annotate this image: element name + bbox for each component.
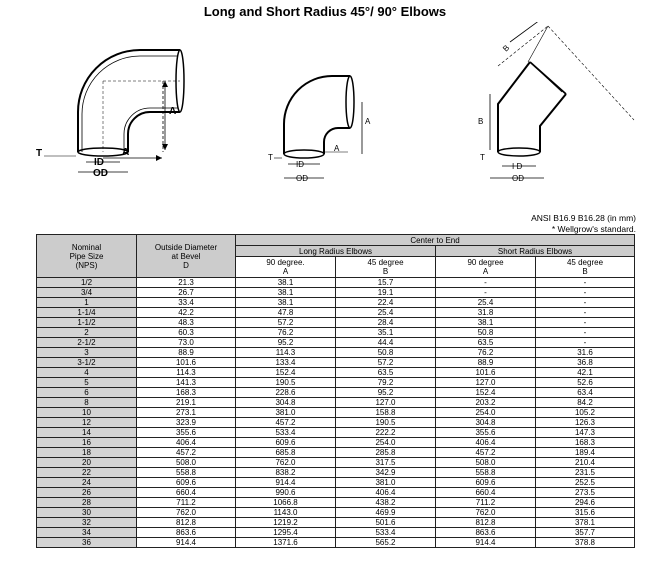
table-row	[37, 418, 635, 428]
table-cell: 1-1/2	[37, 318, 137, 328]
table-cell: 30	[37, 508, 137, 518]
table-row	[37, 348, 635, 358]
table-cell: 558.8	[436, 468, 536, 478]
table-cell: 711.2	[436, 498, 536, 508]
table-cell: 190.5	[336, 418, 436, 428]
dimension-b-angled-label: B	[501, 43, 512, 54]
table-cell: 33.4	[137, 298, 236, 308]
table-row	[37, 428, 635, 438]
table-row	[37, 358, 635, 368]
table-cell: 863.6	[137, 528, 236, 538]
table-row	[37, 318, 635, 328]
table-row	[37, 338, 635, 348]
table-cell: 101.6	[436, 368, 536, 378]
dimension-t-label: T	[36, 148, 43, 159]
table-cell: 565.2	[336, 538, 436, 548]
table-cell: 50.8	[436, 328, 536, 338]
table-row	[37, 278, 635, 288]
table-cell: 114.3	[137, 368, 236, 378]
table-cell: 21.3	[137, 278, 236, 288]
table-row	[37, 288, 635, 298]
table-cell: 457.2	[236, 418, 336, 428]
table-row	[37, 498, 635, 508]
table-cell: 355.6	[436, 428, 536, 438]
table-cell: 914.4	[137, 538, 236, 548]
table-row	[37, 488, 635, 498]
table-cell: -	[536, 318, 635, 328]
table-cell: 914.4	[436, 538, 536, 548]
table-cell: 231.5	[536, 468, 635, 478]
table-cell: 42.2	[137, 308, 236, 318]
table-cell: 406.4	[336, 488, 436, 498]
table-cell: 273.1	[137, 408, 236, 418]
table-cell: 26	[37, 488, 137, 498]
table-cell: 190.5	[236, 378, 336, 388]
table-cell: 141.3	[137, 378, 236, 388]
table-cell: 762.0	[236, 458, 336, 468]
table-cell: 84.2	[536, 398, 635, 408]
table-cell: 323.9	[137, 418, 236, 428]
table-cell: 228.6	[236, 388, 336, 398]
dimension-od-label: OD	[93, 168, 108, 179]
table-cell: 63.5	[436, 338, 536, 348]
table-cell: 1	[37, 298, 137, 308]
table-cell: 219.1	[137, 398, 236, 408]
table-row	[37, 308, 635, 318]
table-cell: 378.8	[536, 538, 635, 548]
table-cell: 304.8	[236, 398, 336, 408]
table-cell: 315.6	[536, 508, 635, 518]
table-cell: 1-1/4	[37, 308, 137, 318]
table-cell: 114.3	[236, 348, 336, 358]
nominal-size-header: Nominal Pipe Size (NPS)	[37, 235, 137, 278]
table-cell: 35.1	[336, 328, 436, 338]
table-row	[37, 448, 635, 458]
table-cell: 63.5	[336, 368, 436, 378]
table-cell: 685.8	[236, 448, 336, 458]
table-row	[37, 508, 635, 518]
table-cell: 28.4	[336, 318, 436, 328]
table-cell: 203.2	[436, 398, 536, 408]
table-cell: 914.4	[236, 478, 336, 488]
table-cell: 711.2	[137, 498, 236, 508]
table-cell: 158.8	[336, 408, 436, 418]
table-cell: -	[436, 288, 536, 298]
table-cell: 127.0	[436, 378, 536, 388]
table-cell: 63.4	[536, 388, 635, 398]
table-cell: 127.0	[336, 398, 436, 408]
table-cell: 31.8	[436, 308, 536, 318]
table-cell: 457.2	[137, 448, 236, 458]
dimension-id-label: ID	[94, 157, 104, 168]
dimension-od-label: OD	[512, 174, 524, 183]
table-cell: 533.4	[236, 428, 336, 438]
table-cell: 609.6	[236, 438, 336, 448]
table-cell: 2-1/2	[37, 338, 137, 348]
table-cell: 50.8	[336, 348, 436, 358]
table-cell: 357.7	[536, 528, 635, 538]
lr-45-header: 45 degree B	[336, 257, 436, 278]
table-cell: 4	[37, 368, 137, 378]
sr-45-header: 45 degree B	[536, 257, 635, 278]
table-cell: -	[536, 338, 635, 348]
table-cell: 2	[37, 328, 137, 338]
table-cell: 24	[37, 478, 137, 488]
table-cell: 812.8	[436, 518, 536, 528]
table-cell: 254.0	[436, 408, 536, 418]
table-cell: 381.0	[336, 478, 436, 488]
table-cell: 101.6	[137, 358, 236, 368]
dimension-id-label: ID	[296, 160, 304, 169]
sr-90-header: 90 degree A	[436, 257, 536, 278]
table-cell: 1066.8	[236, 498, 336, 508]
table-cell: 254.0	[336, 438, 436, 448]
elbow-dimensions-table	[36, 234, 635, 548]
table-cell: 252.5	[536, 478, 635, 488]
table-cell: 28	[37, 498, 137, 508]
dimension-t-label: T	[268, 153, 273, 162]
table-cell: 285.8	[336, 448, 436, 458]
table-cell: 457.2	[436, 448, 536, 458]
table-row	[37, 298, 635, 308]
table-cell: 133.4	[236, 358, 336, 368]
long-radius-90-elbow-diagram	[30, 24, 190, 184]
table-cell: 294.6	[536, 498, 635, 508]
table-cell: 1/2	[37, 278, 137, 288]
table-row	[37, 538, 635, 548]
table-cell: 8	[37, 398, 137, 408]
wellgrow-note: * Wellgrow's standard.	[551, 224, 636, 234]
table-cell: 88.9	[436, 358, 536, 368]
table-cell: 189.4	[536, 448, 635, 458]
table-cell: 210.4	[536, 458, 635, 468]
table-row	[37, 388, 635, 398]
table-cell: 533.4	[336, 528, 436, 538]
table-cell: 22	[37, 468, 137, 478]
table-cell: 47.8	[236, 308, 336, 318]
table-cell: 1295.4	[236, 528, 336, 538]
table-cell: 5	[37, 378, 137, 388]
table-body	[37, 278, 635, 548]
table-cell: 762.0	[137, 508, 236, 518]
table-cell: 76.2	[436, 348, 536, 358]
table-cell: 20	[37, 458, 137, 468]
table-row	[37, 468, 635, 478]
table-row	[37, 478, 635, 488]
table-cell: 1371.6	[236, 538, 336, 548]
table-cell: 406.4	[436, 438, 536, 448]
table-cell: 863.6	[436, 528, 536, 538]
table-cell: 57.2	[336, 358, 436, 368]
table-cell: 52.6	[536, 378, 635, 388]
table-row	[37, 368, 635, 378]
table-cell: 32	[37, 518, 137, 528]
table-cell: 36	[37, 538, 137, 548]
dimension-b-label: B	[478, 117, 484, 126]
table-cell: 34	[37, 528, 137, 538]
table-cell: 10	[37, 408, 137, 418]
table-cell: 73.0	[137, 338, 236, 348]
table-cell: 60.3	[137, 328, 236, 338]
table-cell: 95.2	[236, 338, 336, 348]
table-cell: 660.4	[436, 488, 536, 498]
table-cell: -	[536, 328, 635, 338]
table-cell: 469.9	[336, 508, 436, 518]
table-cell: 15.7	[336, 278, 436, 288]
table-cell: 990.6	[236, 488, 336, 498]
45-degree-elbow-diagram	[468, 22, 648, 192]
dimension-a-label: A	[169, 106, 177, 117]
table-cell: 3	[37, 348, 137, 358]
table-cell: 38.1	[236, 298, 336, 308]
table-cell: 501.6	[336, 518, 436, 528]
table-cell: 317.5	[336, 458, 436, 468]
table-cell: 355.6	[137, 428, 236, 438]
table-cell: 25.4	[436, 298, 536, 308]
table-cell: 31.6	[536, 348, 635, 358]
table-cell: 42.1	[536, 368, 635, 378]
short-radius-header: Short Radius Elbows	[436, 246, 635, 257]
dimension-a-horizontal-label: A	[334, 144, 340, 153]
table-cell: 88.9	[137, 348, 236, 358]
table-cell: 508.0	[436, 458, 536, 468]
standard-note: ANSI B16.9 B16.28 (in mm)	[531, 213, 636, 223]
table-cell: 12	[37, 418, 137, 428]
center-to-end-header: Center to End	[236, 235, 635, 246]
table-cell: 273.5	[536, 488, 635, 498]
long-radius-header: Long Radius Elbows	[236, 246, 436, 257]
table-cell: 438.2	[336, 498, 436, 508]
table-row	[37, 378, 635, 388]
table-cell: 378.1	[536, 518, 635, 528]
table-cell: 76.2	[236, 328, 336, 338]
table-cell: 812.8	[137, 518, 236, 528]
page-title: Long and Short Radius 45°/ 90° Elbows	[203, 4, 447, 19]
table-cell: 406.4	[137, 438, 236, 448]
table-cell: 95.2	[336, 388, 436, 398]
table-cell: 38.1	[236, 278, 336, 288]
table-row	[37, 518, 635, 528]
table-cell: 838.2	[236, 468, 336, 478]
dimension-a-horizontal-label: A	[122, 147, 130, 158]
table-cell: 762.0	[436, 508, 536, 518]
lr-90-header: 90 degree. A	[236, 257, 336, 278]
table-cell: 1143.0	[236, 508, 336, 518]
table-cell: 36.8	[536, 358, 635, 368]
table-cell: 558.8	[137, 468, 236, 478]
table-row	[37, 328, 635, 338]
table-row	[37, 458, 635, 468]
table-cell: 508.0	[137, 458, 236, 468]
table-cell: 222.2	[336, 428, 436, 438]
table-cell: 3-1/2	[37, 358, 137, 368]
dimension-od-label: OD	[296, 174, 308, 183]
table-cell: 57.2	[236, 318, 336, 328]
table-cell: -	[536, 308, 635, 318]
table-cell: 168.3	[536, 438, 635, 448]
table-cell: 14	[37, 428, 137, 438]
table-cell: 16	[37, 438, 137, 448]
table-cell: 6	[37, 388, 137, 398]
table-cell: 304.8	[436, 418, 536, 428]
table-cell: -	[436, 278, 536, 288]
dimension-id-label: I D	[512, 162, 523, 171]
table-cell: 168.3	[137, 388, 236, 398]
table-cell: 38.1	[236, 288, 336, 298]
table-cell: -	[536, 298, 635, 308]
table-cell: 126.3	[536, 418, 635, 428]
table-cell: 44.4	[336, 338, 436, 348]
dimension-t-label: T	[480, 153, 485, 162]
table-cell: 152.4	[236, 368, 336, 378]
table-cell: 18	[37, 448, 137, 458]
table-cell: 609.6	[137, 478, 236, 488]
table-cell: 105.2	[536, 408, 635, 418]
table-cell: 342.9	[336, 468, 436, 478]
table-cell: 609.6	[436, 478, 536, 488]
table-cell: 152.4	[436, 388, 536, 398]
table-row	[37, 398, 635, 408]
outside-diameter-header: Outside Diameter at Bevel D	[137, 235, 236, 278]
table-cell: -	[536, 288, 635, 298]
table-cell: 25.4	[336, 308, 436, 318]
table-cell: -	[536, 278, 635, 288]
table-cell: 38.1	[436, 318, 536, 328]
table-cell: 660.4	[137, 488, 236, 498]
short-radius-90-elbow-diagram	[262, 24, 392, 194]
table-cell: 26.7	[137, 288, 236, 298]
table-cell: 22.4	[336, 298, 436, 308]
table-row	[37, 528, 635, 538]
dimension-a-label: A	[365, 117, 371, 126]
table-cell: 3/4	[37, 288, 137, 298]
table-cell: 79.2	[336, 378, 436, 388]
table-cell: 1219.2	[236, 518, 336, 528]
table-cell: 48.3	[137, 318, 236, 328]
table-row	[37, 438, 635, 448]
table-cell: 147.3	[536, 428, 635, 438]
table-cell: 19.1	[336, 288, 436, 298]
table-row	[37, 408, 635, 418]
table-cell: 381.0	[236, 408, 336, 418]
